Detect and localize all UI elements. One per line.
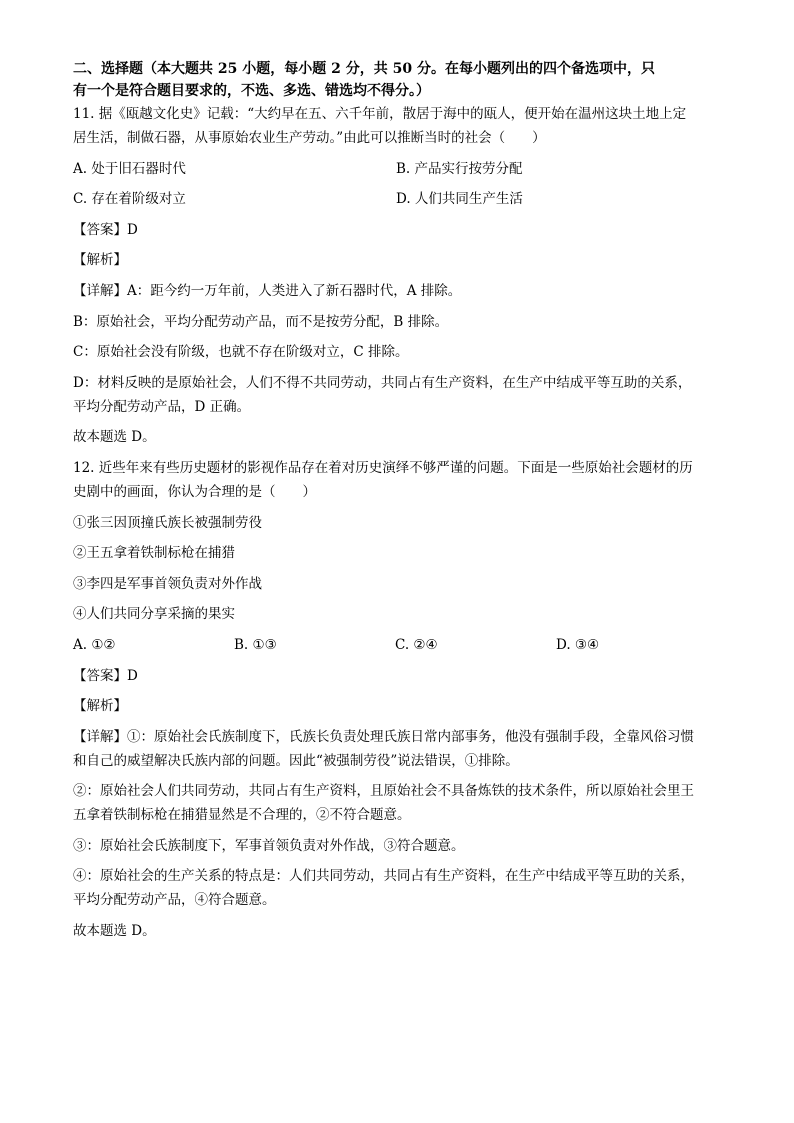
q11-detail-line-5: 平均分配劳动产品，D 正确。	[73, 398, 251, 415]
q12-stem-line-2: 史剧中的画面，你认为合理的是（ ）	[73, 483, 316, 500]
q12-detail-line-3: ②：原始社会人们共同劳动，共同占有生产资料，且原始社会不具备炼铁的技术条件，所以原始社会里王	[73, 783, 694, 800]
q11-stem-line-2: 居生活，制做石器，从事原始农业生产劳动。”由此可以推断当时的社会（ ）	[73, 130, 546, 146]
q12-option-c: C. ②④	[395, 636, 438, 653]
q12-option-a: A. ①②	[73, 636, 116, 653]
q11-detail-line-3: C：原始社会没有阶级，也就不存在阶级对立，C 排除。	[73, 344, 409, 361]
q12-conclusion: 故本题选 D。	[73, 923, 156, 940]
q12-item-2: ②王五拿着铁制标枪在捕猎	[73, 545, 235, 562]
q11-option-b: B. 产品实行按劳分配	[396, 160, 523, 177]
q11-conclusion: 故本题选 D。	[73, 429, 156, 446]
document-page	[73, 58, 723, 952]
q12-detail-line-6: ④：原始社会的生产关系的特点是：人们共同劳动，共同占有生产资料，在生产中结成平等互助的关系，	[73, 868, 694, 885]
section-heading-line-2: 有一个是符合题目要求的，不选、多选、错选均不得分。）	[73, 83, 430, 99]
q11-detail-line-1: 【详解】A：距今约一万年前，人类进入了新石器时代，A 排除。	[73, 282, 462, 299]
section-heading	[73, 58, 723, 102]
q11-detail-line-4: D：材料反映的是原始社会，人们不得不共同劳动，共同占有生产资料，在生产中结成平等互助的关系，	[73, 374, 692, 391]
q11-options-row-1	[73, 159, 723, 179]
q12-item-1: ①张三因顶撞氏族长被强制劳役	[73, 514, 262, 531]
q12-option-b: B. ①③	[234, 636, 277, 653]
q12-item-3: ③李四是军事首领负责对外作战	[73, 575, 262, 592]
q12-options-row	[73, 635, 723, 655]
q11-analysis-tag: 【解析】	[73, 252, 127, 269]
q12-detail-line-2: 和自己的威望解决氏族内部的问题。因此“被强制劳役”说法错误，①排除。	[73, 752, 519, 769]
q12-detail-line-4: 五拿着铁制标枪在捕猎显然是不合理的，②不符合题意。	[73, 807, 411, 824]
q11-detail-line-2: B：原始社会，平均分配劳动产品，而不是按劳分配，B 排除。	[73, 313, 449, 330]
question-12	[73, 458, 723, 941]
q12-stem-line-1: 12. 近些年来有些历史题材的影视作品存在着对历史演绎不够严谨的问题。下面是一些原始社会题材的历	[73, 459, 693, 476]
question-11	[73, 104, 723, 447]
q12-detail-line-1: 【详解】①：原始社会氏族制度下，氏族长负责处理氏族日常内部事务，他没有强制手段，全靠风俗习惯	[73, 728, 694, 745]
q11-stem-line-1: 11. 据《瓯越文化史》记载：“大约早在五、六千年前，散居于海中的瓯人，便开始在温州这块土地上定	[73, 106, 687, 122]
q11-option-d: D. 人们共同生产生活	[396, 191, 523, 208]
q12-analysis-tag: 【解析】	[73, 698, 127, 715]
q11-option-c: C. 存在着阶级对立	[73, 191, 186, 208]
section-heading-line-1: 二、选择题（本大题共 25 小题，每小题 2 分，共 50 分。在每小题列出的四个备选项中，只	[73, 61, 655, 77]
q12-option-d: D. ③④	[556, 636, 600, 653]
q12-item-4: ④人们共同分享采摘的果实	[73, 606, 235, 623]
q11-answer: 【答案】D	[73, 221, 138, 238]
q12-detail-line-7: 平均分配劳动产品，④符合题意。	[73, 892, 276, 909]
q12-answer: 【答案】D	[73, 667, 138, 684]
q11-option-a: A. 处于旧石器时代	[73, 160, 186, 177]
q11-options-row-2	[73, 189, 723, 209]
q12-detail-line-5: ③：原始社会氏族制度下，军事首领负责对外作战，③符合题意。	[73, 837, 465, 854]
